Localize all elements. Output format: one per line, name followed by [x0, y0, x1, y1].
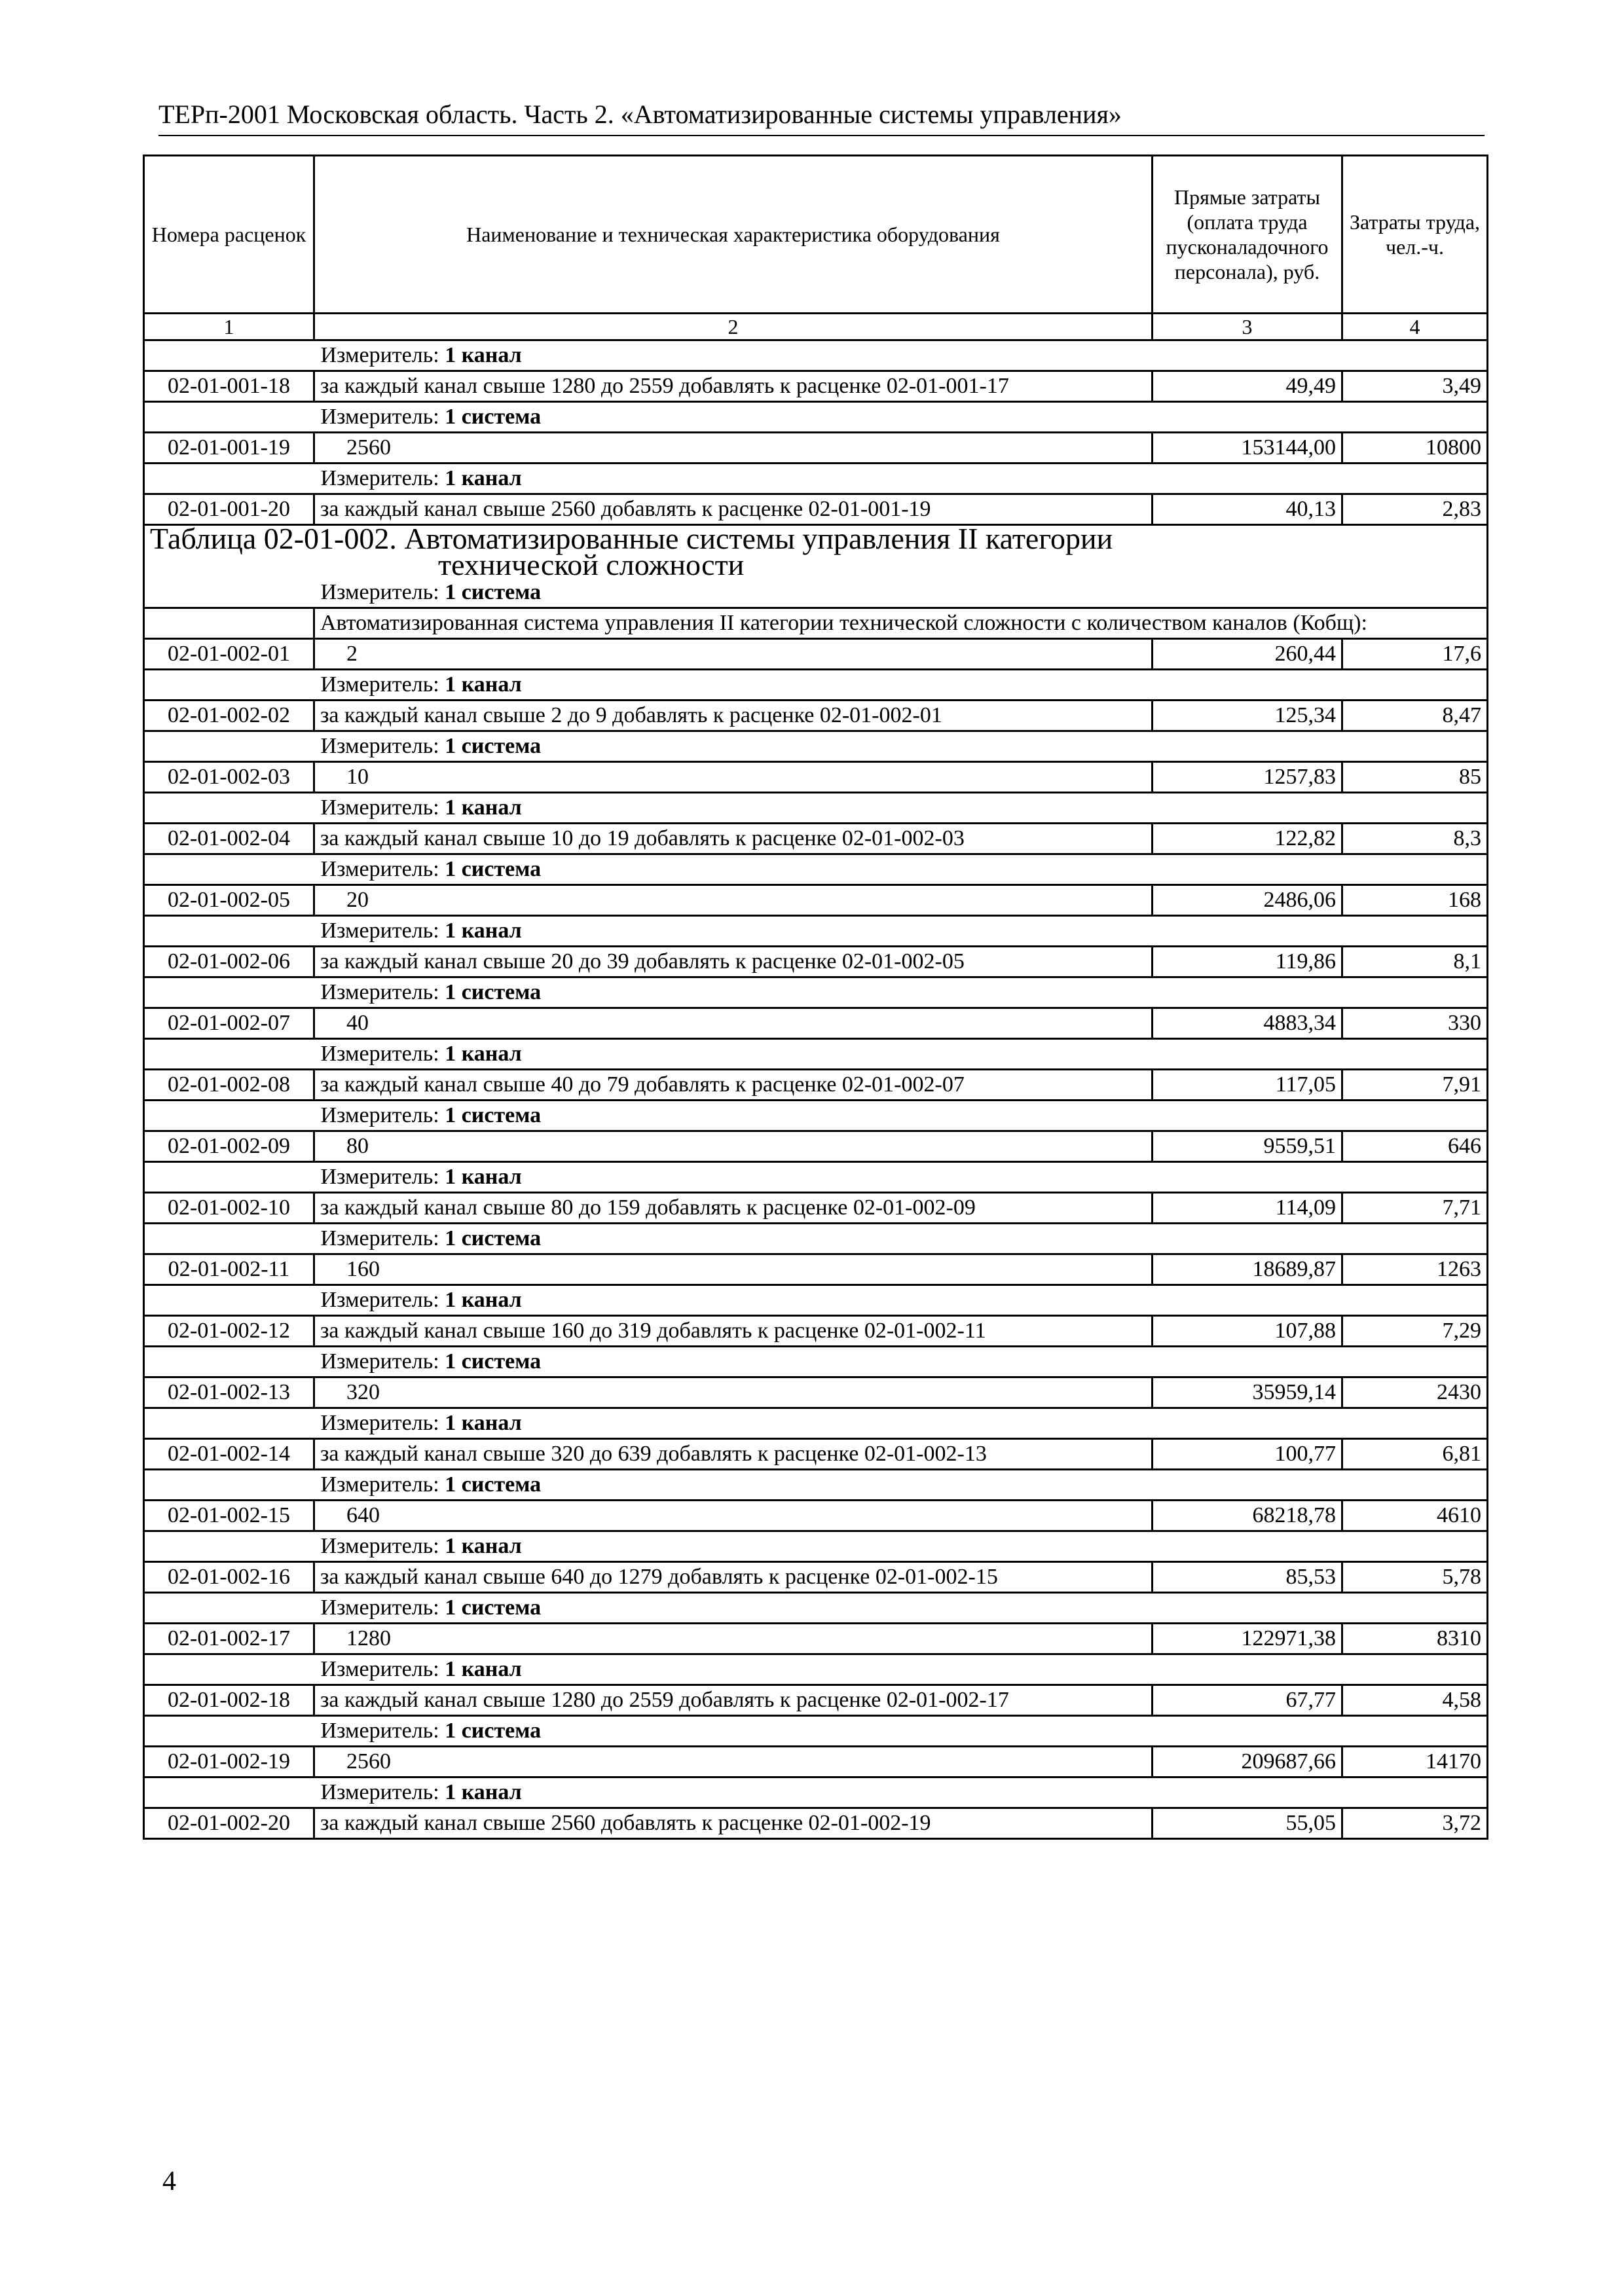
measure-prefix: Измеритель: [320, 1780, 445, 1804]
rate-description: 2 [314, 639, 1153, 670]
direct-cost-value: 125,34 [1153, 701, 1342, 731]
rate-code: 02-01-001-18 [144, 371, 314, 402]
measure-prefix: Измеритель: [320, 795, 445, 820]
measure-label [314, 1593, 1488, 1624]
table-row [144, 1254, 1488, 1285]
rate-code: 02-01-002-11 [144, 1254, 314, 1285]
rate-description: за каждый канал свыше 80 до 159 добавлять к расценке 02-01-002-09 [314, 1193, 1153, 1224]
measure-row [144, 340, 1488, 371]
measure-row [144, 977, 1488, 1008]
direct-cost-value: 4883,34 [1153, 1008, 1342, 1039]
table-row [144, 1808, 1488, 1839]
direct-cost-value: 67,77 [1153, 1685, 1342, 1716]
measure-label [314, 340, 1488, 371]
rate-description: 1280 [314, 1624, 1153, 1654]
measure-unit: 1 канал [445, 1165, 522, 1189]
measure-prefix: Измеритель: [320, 672, 445, 697]
table-row [144, 1624, 1488, 1654]
measure-unit: 1 система [445, 1719, 542, 1743]
measure-prefix: Измеритель: [320, 1719, 445, 1743]
rate-description: за каждый канал свыше 640 до 1279 добавлять к расценке 02-01-002-15 [314, 1562, 1153, 1593]
direct-cost-value: 122,82 [1153, 824, 1342, 854]
measure-unit: 1 система [445, 1595, 542, 1620]
measure-row [144, 1654, 1488, 1685]
measure-label [314, 1162, 1488, 1193]
table-row [144, 1008, 1488, 1039]
rate-code: 02-01-002-02 [144, 701, 314, 731]
measure-unit: 1 система [445, 1349, 542, 1374]
measure-prefix: Измеритель: [320, 1349, 445, 1374]
page-number: 4 [162, 2166, 176, 2196]
rate-code: 02-01-002-16 [144, 1562, 314, 1593]
table-row [144, 947, 1488, 977]
rate-code: 02-01-002-13 [144, 1377, 314, 1408]
labor-value: 8,1 [1342, 947, 1488, 977]
rate-description: за каждый канал свыше 40 до 79 добавлять к расценке 02-01-002-07 [314, 1070, 1153, 1101]
measure-unit: 1 система [445, 1226, 542, 1250]
measure-label [314, 1654, 1488, 1685]
direct-cost-value: 18689,87 [1153, 1254, 1342, 1285]
labor-value: 330 [1342, 1008, 1488, 1039]
rate-description: за каждый канал свыше 20 до 39 добавлять к расценке 02-01-002-05 [314, 947, 1153, 977]
table-row [144, 433, 1488, 464]
table-row [144, 1193, 1488, 1224]
labor-value: 85 [1342, 762, 1488, 793]
table-row [144, 494, 1488, 525]
rate-code: 02-01-002-17 [144, 1624, 314, 1654]
rate-description: 2560 [314, 433, 1153, 464]
rate-description: за каждый канал свыше 320 до 639 добавлять к расценке 02-01-002-13 [314, 1439, 1153, 1470]
measure-prefix: Измеритель: [320, 857, 445, 881]
measure-unit: 1 система [445, 1472, 542, 1497]
measure-unit: 1 канал [445, 1780, 522, 1804]
rate-description: 20 [314, 885, 1153, 916]
measure-unit: 1 канал [445, 1534, 522, 1558]
direct-cost-value: 40,13 [1153, 494, 1342, 525]
rate-code: 02-01-002-01 [144, 639, 314, 670]
table-row [144, 885, 1488, 916]
labor-value: 2430 [1342, 1377, 1488, 1408]
measure-label [314, 402, 1488, 433]
table-row [144, 1501, 1488, 1531]
measure-row [144, 1039, 1488, 1070]
table-row [144, 1070, 1488, 1101]
measure-row [144, 1408, 1488, 1439]
measure-prefix: Измеритель: [320, 343, 445, 367]
rates-table [143, 155, 1488, 1840]
rate-code: 02-01-002-15 [144, 1501, 314, 1531]
table-row [144, 1562, 1488, 1593]
measure-label [314, 464, 1488, 494]
measure-row [144, 1593, 1488, 1624]
rate-code: 02-01-002-14 [144, 1439, 314, 1470]
measure-label [314, 977, 1488, 1008]
measure-prefix: Измеритель: [320, 1103, 445, 1127]
direct-cost-value: 107,88 [1153, 1316, 1342, 1347]
section-title-row [144, 525, 1488, 579]
rate-description: 640 [314, 1501, 1153, 1531]
rate-code: 02-01-002-07 [144, 1008, 314, 1039]
measure-label [314, 1039, 1488, 1070]
column-header-description: Наименование и техническая характеристика оборудования [314, 156, 1153, 314]
labor-value: 168 [1342, 885, 1488, 916]
measure-prefix: Измеритель: [320, 980, 445, 1004]
labor-value: 10800 [1342, 433, 1488, 464]
rate-code: 02-01-002-09 [144, 1131, 314, 1162]
direct-cost-value: 153144,00 [1153, 433, 1342, 464]
measure-unit: 1 канал [445, 1288, 522, 1312]
rate-description: за каждый канал свыше 10 до 19 добавлять к расценке 02-01-002-03 [314, 824, 1153, 854]
rate-description: за каждый канал свыше 160 до 319 добавлять к расценке 02-01-002-11 [314, 1316, 1153, 1347]
column-header-codes: Номера расценок [144, 156, 314, 314]
rate-description: 80 [314, 1131, 1153, 1162]
rate-description: за каждый канал свыше 1280 до 2559 добавлять к расценке 02-01-001-17 [314, 371, 1153, 402]
rate-description: 40 [314, 1008, 1153, 1039]
measure-unit: 1 система [445, 857, 542, 881]
direct-cost-value: 119,86 [1153, 947, 1342, 977]
measure-row [144, 1716, 1488, 1747]
rate-description: 160 [314, 1254, 1153, 1285]
rate-code: 02-01-002-18 [144, 1685, 314, 1716]
measure-row [144, 1531, 1488, 1562]
measure-row [144, 670, 1488, 701]
labor-value: 7,29 [1342, 1316, 1488, 1347]
measure-label [314, 1777, 1488, 1808]
rate-code: 02-01-002-06 [144, 947, 314, 977]
column-header-labor: Затраты труда, чел.-ч. [1342, 156, 1488, 314]
measure-label [314, 1531, 1488, 1562]
measure-row [144, 1347, 1488, 1377]
measure-unit: 1 система [445, 734, 542, 758]
section-title-line2: технической сложности [438, 548, 745, 578]
table-row [144, 639, 1488, 670]
measure-unit: 1 система [445, 580, 542, 604]
measure-prefix: Измеритель: [320, 1595, 445, 1620]
measure-label [314, 578, 1488, 608]
measure-label [314, 1470, 1488, 1501]
labor-value: 7,71 [1342, 1193, 1488, 1224]
measure-row [144, 1101, 1488, 1131]
measure-prefix: Измеритель: [320, 1534, 445, 1558]
measure-prefix: Измеритель: [320, 1226, 445, 1250]
measure-prefix: Измеритель: [320, 405, 445, 429]
table-row [144, 701, 1488, 731]
direct-cost-value: 122971,38 [1153, 1624, 1342, 1654]
labor-value: 3,49 [1342, 371, 1488, 402]
measure-unit: 1 система [445, 405, 542, 429]
measure-unit: 1 канал [445, 1657, 522, 1681]
measure-unit: 1 канал [445, 1042, 522, 1066]
labor-value: 6,81 [1342, 1439, 1488, 1470]
column-number: 2 [314, 314, 1153, 340]
direct-cost-value: 49,49 [1153, 371, 1342, 402]
column-number-row [144, 314, 1488, 340]
direct-cost-value: 35959,14 [1153, 1377, 1342, 1408]
measure-row [144, 1162, 1488, 1193]
measure-unit: 1 канал [445, 795, 522, 820]
rate-code: 02-01-002-03 [144, 762, 314, 793]
measure-row [144, 916, 1488, 947]
measure-prefix: Измеритель: [320, 1042, 445, 1066]
measure-prefix: Измеритель: [320, 734, 445, 758]
measure-row [144, 1777, 1488, 1808]
measure-prefix: Измеритель: [320, 1472, 445, 1497]
rate-code: 02-01-002-08 [144, 1070, 314, 1101]
measure-label [314, 1224, 1488, 1254]
table-header-row [144, 156, 1488, 314]
measure-label [314, 854, 1488, 885]
column-number: 3 [1153, 314, 1342, 340]
labor-value: 14170 [1342, 1747, 1488, 1777]
rate-code: 02-01-002-04 [144, 824, 314, 854]
table-row [144, 1747, 1488, 1777]
labor-value: 8310 [1342, 1624, 1488, 1654]
section-title [144, 525, 1488, 579]
labor-value: 1263 [1342, 1254, 1488, 1285]
measure-row [144, 578, 1488, 608]
direct-cost-value: 100,77 [1153, 1439, 1342, 1470]
column-header-direct-costs: Прямые затраты (оплата труда пусконаладочного персонала), руб. [1153, 156, 1342, 314]
rate-description: 10 [314, 762, 1153, 793]
measure-row [144, 1285, 1488, 1316]
measure-label [314, 731, 1488, 762]
rate-code: 02-01-001-20 [144, 494, 314, 525]
labor-value: 3,72 [1342, 1808, 1488, 1839]
direct-cost-value: 114,09 [1153, 1193, 1342, 1224]
measure-prefix: Измеритель: [320, 1288, 445, 1312]
measure-row [144, 1224, 1488, 1254]
rate-code: 02-01-002-19 [144, 1747, 314, 1777]
labor-value: 5,78 [1342, 1562, 1488, 1593]
direct-cost-value: 117,05 [1153, 1070, 1342, 1101]
group-heading-row [144, 608, 1488, 639]
rate-code: 02-01-002-05 [144, 885, 314, 916]
section-title-line1: Таблица 02-01-002. Автоматизированные системы управления II категории [150, 524, 1113, 555]
measure-label [314, 670, 1488, 701]
measure-label [314, 916, 1488, 947]
direct-cost-value: 68218,78 [1153, 1501, 1342, 1531]
labor-value: 646 [1342, 1131, 1488, 1162]
measure-prefix: Измеритель: [320, 1411, 445, 1435]
measure-label [314, 1347, 1488, 1377]
measure-label [314, 793, 1488, 824]
rate-code: 02-01-002-10 [144, 1193, 314, 1224]
labor-value: 8,47 [1342, 701, 1488, 731]
measure-label [314, 1101, 1488, 1131]
measure-unit: 1 канал [445, 1411, 522, 1435]
direct-cost-value: 85,53 [1153, 1562, 1342, 1593]
table-row [144, 371, 1488, 402]
rate-description: за каждый канал свыше 2560 добавлять к расценке 02-01-001-19 [314, 494, 1153, 525]
measure-row [144, 402, 1488, 433]
measure-label [314, 1285, 1488, 1316]
measure-row [144, 793, 1488, 824]
direct-cost-value: 260,44 [1153, 639, 1342, 670]
table-row [144, 1439, 1488, 1470]
measure-label [314, 1716, 1488, 1747]
direct-cost-value: 209687,66 [1153, 1747, 1342, 1777]
page-header-title: ТЕРп-2001 Московская область. Часть 2. «Автоматизированные системы управления» [158, 98, 1485, 136]
rate-code: 02-01-001-19 [144, 433, 314, 464]
measure-unit: 1 канал [445, 919, 522, 943]
direct-cost-value: 2486,06 [1153, 885, 1342, 916]
rate-description: 320 [314, 1377, 1153, 1408]
labor-value: 2,83 [1342, 494, 1488, 525]
labor-value: 8,3 [1342, 824, 1488, 854]
table-row [144, 1377, 1488, 1408]
labor-value: 7,91 [1342, 1070, 1488, 1101]
measure-unit: 1 канал [445, 466, 522, 490]
rate-code: 02-01-002-20 [144, 1808, 314, 1839]
measure-prefix: Измеритель: [320, 1165, 445, 1189]
measure-unit: 1 канал [445, 343, 522, 367]
measure-unit: 1 система [445, 1103, 542, 1127]
labor-value: 17,6 [1342, 639, 1488, 670]
table-row [144, 762, 1488, 793]
measure-row [144, 731, 1488, 762]
table-body-part-2 [144, 639, 1488, 1839]
group-heading: Автоматизированная система управления II категории технической сложности с количеством каналов (Кобщ): [314, 608, 1488, 639]
measure-row [144, 854, 1488, 885]
measure-row [144, 1470, 1488, 1501]
measure-unit: 1 система [445, 980, 542, 1004]
section-block [144, 525, 1488, 639]
measure-row [144, 464, 1488, 494]
rate-code: 02-01-002-12 [144, 1316, 314, 1347]
measure-prefix: Измеритель: [320, 466, 445, 490]
column-number: 1 [144, 314, 314, 340]
rate-description: за каждый канал свыше 1280 до 2559 добавлять к расценке 02-01-002-17 [314, 1685, 1153, 1716]
rate-description: за каждый канал свыше 2560 добавлять к расценке 02-01-002-19 [314, 1808, 1153, 1839]
labor-value: 4,58 [1342, 1685, 1488, 1716]
table-body-part-1 [144, 340, 1488, 525]
direct-cost-value: 55,05 [1153, 1808, 1342, 1839]
table-row [144, 1131, 1488, 1162]
measure-prefix: Измеритель: [320, 580, 445, 604]
measure-prefix: Измеритель: [320, 919, 445, 943]
direct-cost-value: 9559,51 [1153, 1131, 1342, 1162]
table-row [144, 1316, 1488, 1347]
table-row [144, 824, 1488, 854]
rate-description: 2560 [314, 1747, 1153, 1777]
measure-label [314, 1408, 1488, 1439]
table-row [144, 1685, 1488, 1716]
direct-cost-value: 1257,83 [1153, 762, 1342, 793]
measure-unit: 1 канал [445, 672, 522, 697]
measure-prefix: Измеритель: [320, 1657, 445, 1681]
labor-value: 4610 [1342, 1501, 1488, 1531]
rate-description: за каждый канал свыше 2 до 9 добавлять к расценке 02-01-002-01 [314, 701, 1153, 731]
column-number: 4 [1342, 314, 1488, 340]
